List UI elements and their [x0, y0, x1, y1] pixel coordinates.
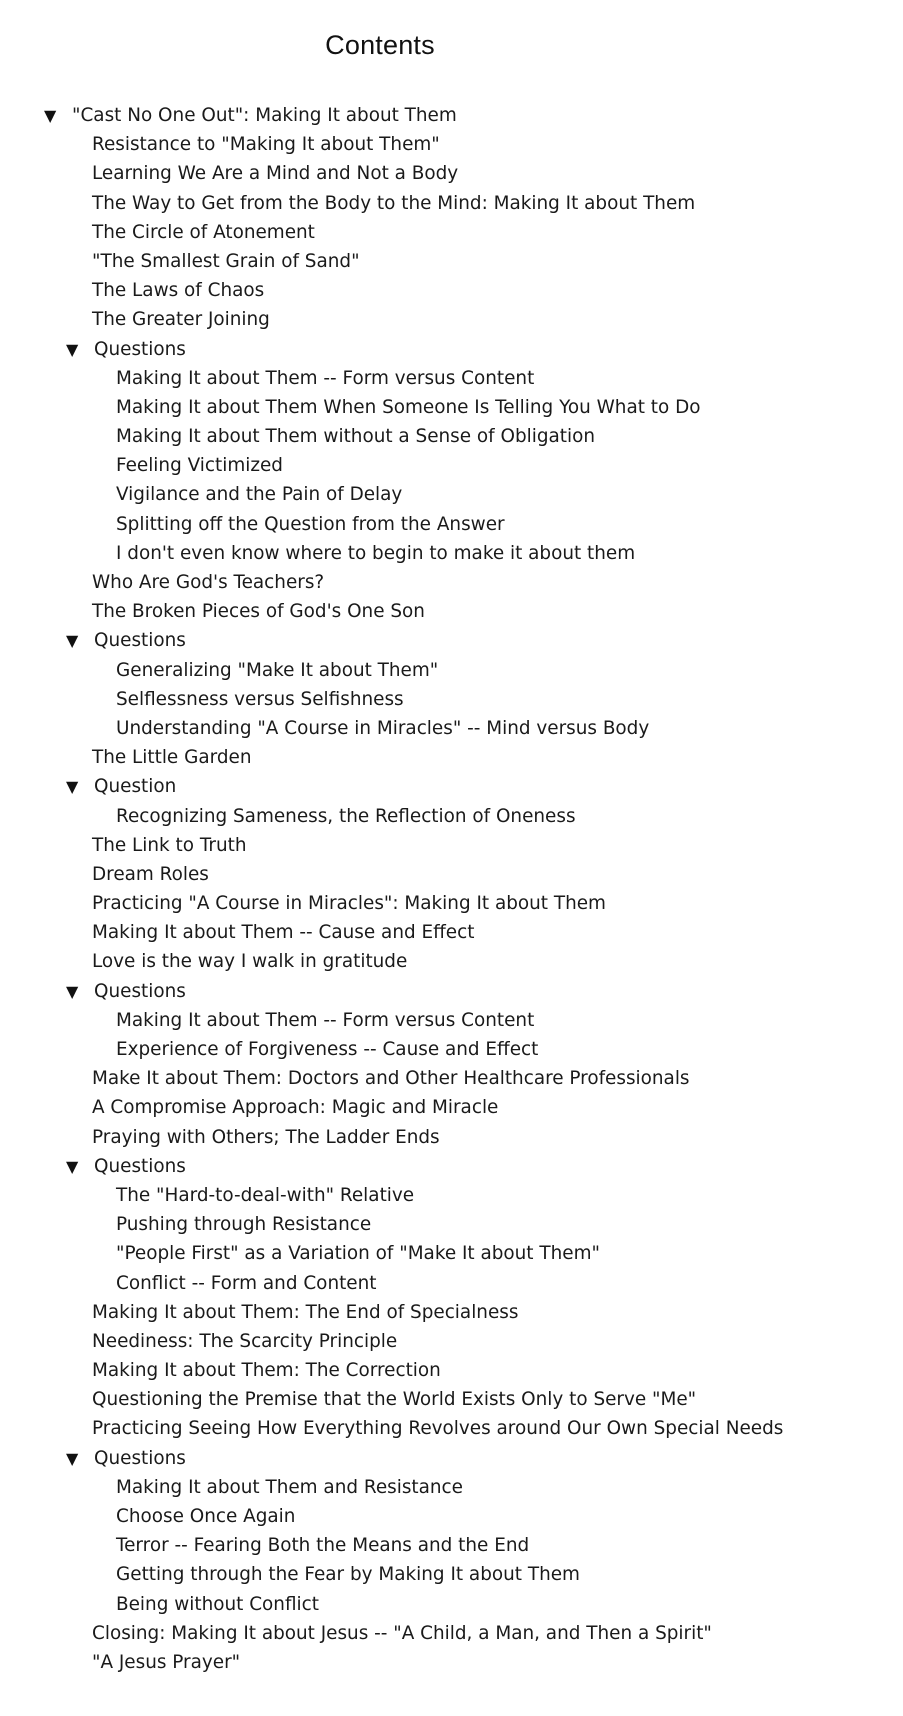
toc-item-label: The Laws of Chaos: [92, 280, 265, 302]
toc-item-label: Making It about Them: The Correction: [92, 1360, 441, 1382]
toc-item[interactable]: [44, 1356, 903, 1385]
toc-item[interactable]: [44, 130, 903, 159]
toc-item[interactable]: [44, 1181, 903, 1210]
toc-item-label: Making It about Them and Resistance: [116, 1476, 463, 1498]
toc-item-label: The "Hard-to-deal-with" Relative: [116, 1184, 415, 1206]
toc-item-label: Conflict -- Form and Content: [116, 1272, 377, 1294]
toc-item[interactable]: [44, 1093, 903, 1122]
toc-item-label: "A Jesus Prayer": [92, 1651, 241, 1673]
toc-item-label: Neediness: The Scarcity Principle: [92, 1330, 398, 1352]
toc-item-label: Generalizing "Make It about Them": [116, 659, 439, 681]
toc-item-label: Practicing "A Course in Miracles": Making It about Them: [92, 893, 606, 915]
toc-item-label: Question: [94, 776, 177, 798]
toc-item-label: The Way to Get from the Body to the Mind: Making It about Them: [92, 192, 696, 214]
toc-item[interactable]: [44, 947, 903, 976]
toc-item-label: A Compromise Approach: Magic and Miracle: [92, 1097, 499, 1119]
toc-item-label: Making It about Them -- Cause and Effect: [92, 922, 475, 944]
toc-item[interactable]: [44, 539, 903, 568]
toc-item[interactable]: [44, 1560, 903, 1589]
toc-item-label: Making It about Them: The End of Specialness: [92, 1301, 519, 1323]
toc-item[interactable]: [44, 1327, 903, 1356]
toc-item[interactable]: [44, 189, 903, 218]
toc-item[interactable]: [44, 860, 903, 889]
toc-item-label: Making It about Them -- Form versus Content: [116, 367, 535, 389]
toc-item-label: The Broken Pieces of God's One Son: [92, 601, 425, 623]
toc-item-label: Feeling Victimized: [116, 455, 283, 477]
toc-item[interactable]: [44, 510, 903, 539]
toc-item-label: Practicing Seeing How Everything Revolves around Our Own Special Needs: [92, 1418, 784, 1440]
toc-item[interactable]: [44, 218, 903, 247]
toc-item-label: The Greater Joining: [92, 309, 270, 331]
toc-item[interactable]: [44, 1269, 903, 1298]
toc-item-label: Understanding "A Course in Miracles" -- Mind versus Body: [116, 717, 650, 739]
toc-item-label: The Little Garden: [92, 747, 252, 769]
toc-item-label: Making It about Them without a Sense of Obligation: [116, 426, 596, 448]
toc-folder-item[interactable]: [44, 1444, 903, 1473]
toc-item-label: Questioning the Premise that the World Exists Only to Serve "Me": [92, 1389, 697, 1411]
toc-item[interactable]: [44, 714, 903, 743]
toc-item-label: Making It about Them When Someone Is Telling You What to Do: [116, 396, 701, 418]
page-title: Contents: [325, 30, 435, 60]
toc-item[interactable]: [44, 1473, 903, 1502]
toc-item-label: "Cast No One Out": Making It about Them: [72, 105, 457, 126]
toc-item[interactable]: [44, 451, 903, 480]
toc-folder-item[interactable]: [44, 1152, 903, 1181]
toc-item[interactable]: [44, 1123, 903, 1152]
toc-item-label: Pushing through Resistance: [116, 1214, 372, 1236]
toc-item[interactable]: [44, 685, 903, 714]
toc-item-label: "People First" as a Variation of "Make It about Them": [116, 1243, 600, 1265]
toc-item-label: Questions: [94, 630, 186, 652]
toc-item-label: Recognizing Sameness, the Reflection of Oneness: [116, 805, 576, 827]
toc-item-label: Questions: [94, 980, 186, 1002]
toc-item[interactable]: [44, 597, 903, 626]
toc-item-label: Closing: Making It about Jesus -- "A Child, a Man, and Then a Spirit": [92, 1622, 712, 1644]
toc-item-label: Selflessness versus Selfishness: [116, 688, 404, 710]
toc-item[interactable]: [44, 1531, 903, 1560]
toc-item-label: The Link to Truth: [92, 834, 247, 856]
toc-item[interactable]: [44, 831, 903, 860]
triangle-down-icon[interactable]: ▼: [66, 339, 79, 359]
triangle-down-icon[interactable]: ▼: [44, 106, 57, 125]
toc-item[interactable]: [44, 656, 903, 685]
toc-item[interactable]: [44, 1035, 903, 1064]
toc-item[interactable]: [44, 1239, 903, 1268]
toc-item-label: Experience of Forgiveness -- Cause and Effect: [116, 1039, 539, 1060]
toc-item[interactable]: [44, 802, 903, 831]
toc-item-label: Make It about Them: Doctors and Other Healthcare Professionals: [92, 1068, 690, 1090]
toc-item-label: Questions: [94, 338, 186, 360]
toc-item[interactable]: [44, 1619, 903, 1648]
toc-item[interactable]: [44, 159, 903, 188]
toc-item-label: The Circle of Atonement: [92, 221, 315, 243]
toc-item-label: I don't even know where to begin to make it about them: [116, 542, 636, 564]
toc-item-label: Love is the way I walk in gratitude: [92, 951, 408, 973]
toc-item[interactable]: [44, 422, 903, 451]
triangle-down-icon[interactable]: ▼: [66, 1448, 79, 1468]
toc-item-label: Choose Once Again: [116, 1506, 296, 1527]
toc-item-label: Who Are God's Teachers?: [92, 572, 325, 593]
toc-folder-item[interactable]: [44, 335, 903, 364]
toc-item-label: Terror -- Fearing Both the Means and the End: [116, 1535, 530, 1557]
toc-item[interactable]: [44, 1385, 903, 1414]
toc-item-label: "The Smallest Grain of Sand": [92, 250, 360, 272]
toc-item[interactable]: [44, 1414, 903, 1443]
toc-folder-item[interactable]: [44, 626, 903, 655]
triangle-down-icon[interactable]: ▼: [66, 777, 79, 797]
toc-item-label: Dream Roles: [92, 863, 209, 885]
toc-folder-item[interactable]: [44, 772, 903, 801]
toc-item-label: Getting through the Fear by Making It about Them: [116, 1564, 580, 1586]
toc-item[interactable]: [44, 305, 903, 334]
toc-item-label: Praying with Others; The Ladder Ends: [92, 1126, 440, 1148]
toc-item-label: Questions: [94, 1155, 186, 1177]
triangle-down-icon[interactable]: ▼: [66, 631, 79, 651]
toc-item[interactable]: [44, 1210, 903, 1239]
toc-item-label: Resistance to "Making It about Them": [92, 134, 440, 156]
toc-item-label: Making It about Them -- Form versus Content: [116, 1009, 535, 1031]
toc-item[interactable]: [44, 480, 903, 509]
toc-item[interactable]: [44, 1006, 903, 1035]
toc-folder-item[interactable]: [44, 101, 903, 130]
toc-item-label: Being without Conflict: [116, 1593, 319, 1615]
toc-item[interactable]: [44, 889, 903, 918]
toc-item-label: Questions: [94, 1447, 186, 1469]
toc-folder-item[interactable]: [44, 977, 903, 1006]
toc-item[interactable]: [44, 393, 903, 422]
toc-item[interactable]: [44, 1298, 903, 1327]
toc-item-label: Splitting off the Question from the Answer: [116, 513, 505, 535]
toc-item[interactable]: [44, 743, 903, 772]
toc-item[interactable]: [44, 1502, 903, 1531]
triangle-down-icon[interactable]: ▼: [66, 981, 79, 1001]
triangle-down-icon[interactable]: ▼: [66, 1156, 79, 1176]
toc-item[interactable]: [44, 918, 903, 947]
table-of-contents: [44, 101, 903, 1677]
toc-item[interactable]: [44, 568, 903, 597]
toc-item[interactable]: [44, 247, 903, 276]
toc-item[interactable]: [44, 1590, 903, 1619]
toc-item[interactable]: [44, 1648, 903, 1677]
toc-item-label: Learning We Are a Mind and Not a Body: [92, 163, 459, 185]
toc-item[interactable]: [44, 1064, 903, 1093]
toc-item[interactable]: [44, 276, 903, 305]
toc-item-label: Vigilance and the Pain of Delay: [116, 484, 403, 506]
toc-item[interactable]: [44, 364, 903, 393]
